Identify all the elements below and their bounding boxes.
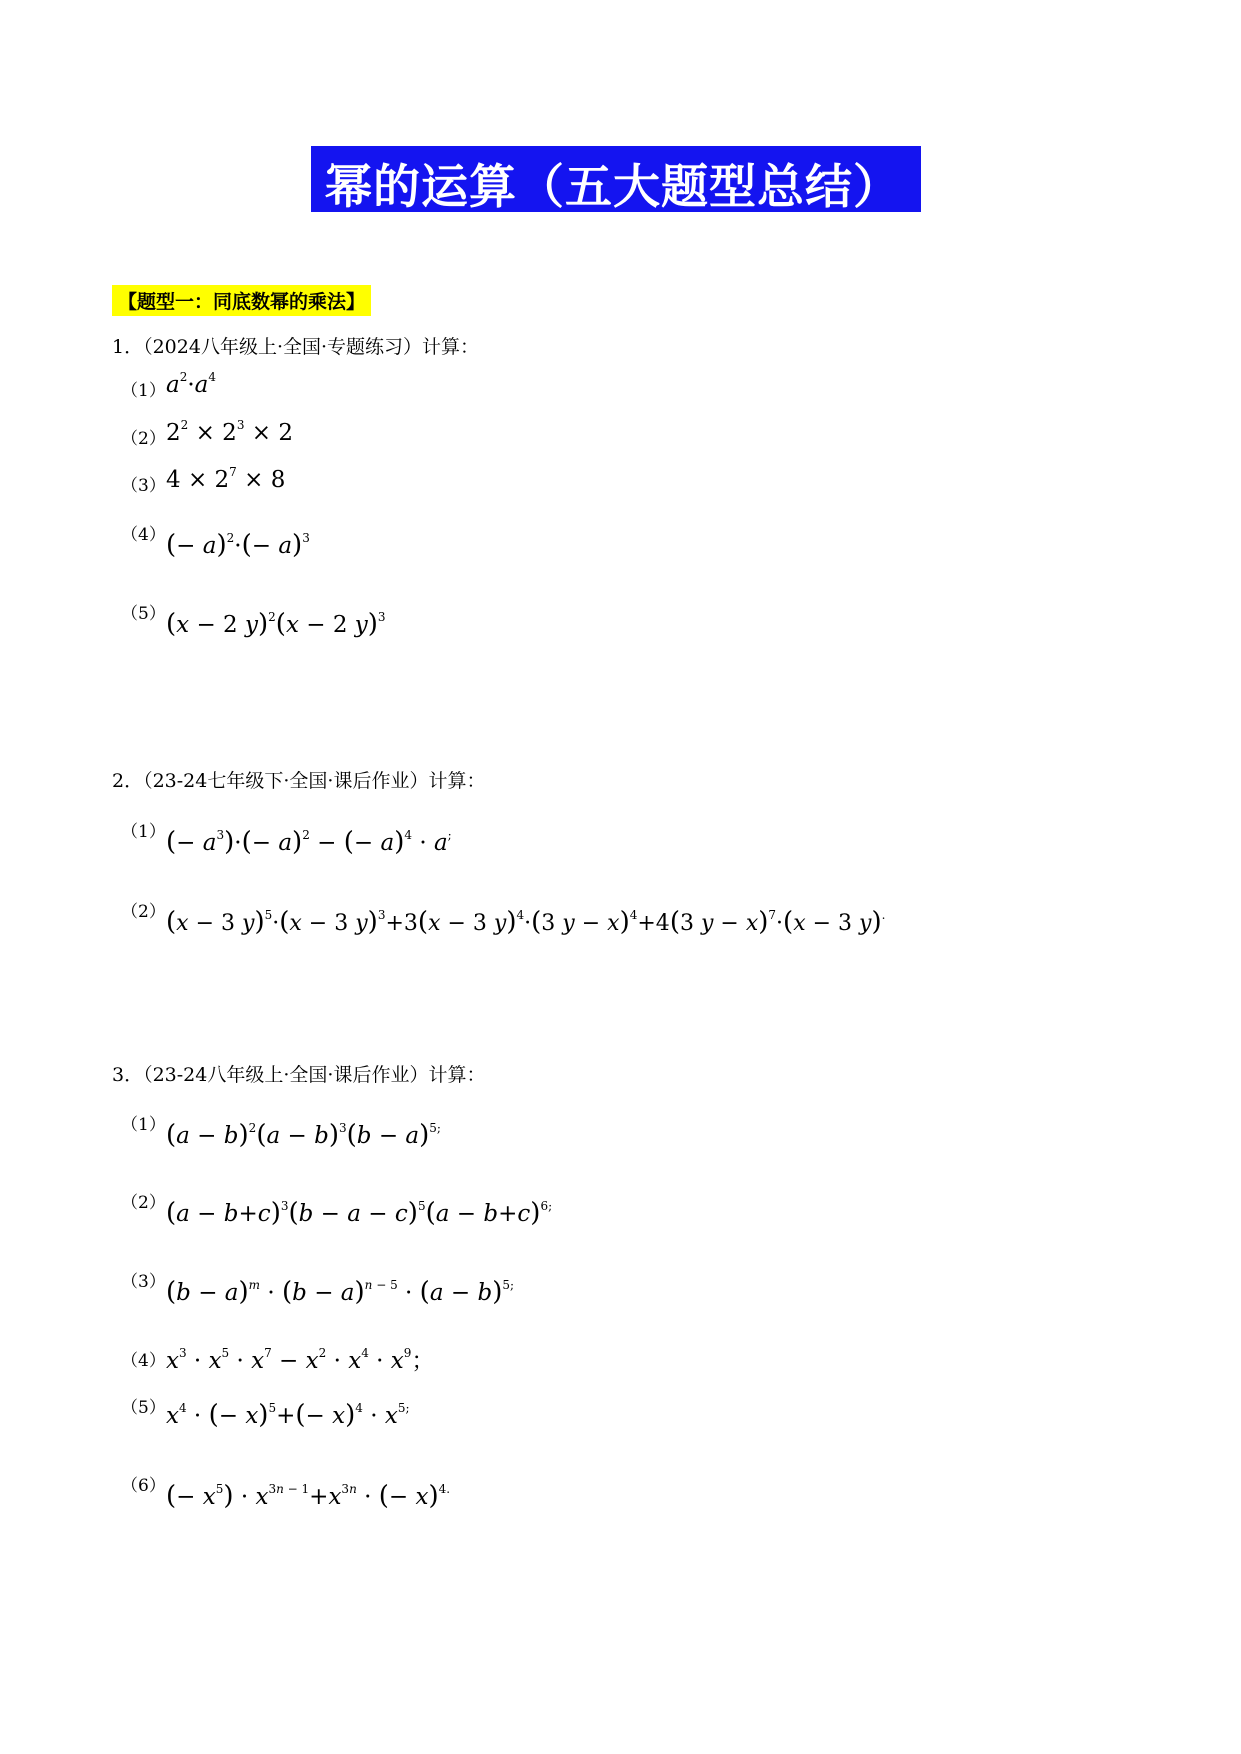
q3-label-4: （4） [121, 1351, 166, 1371]
q1-label-2: （2） [121, 429, 166, 449]
q2-label-1: （1） [121, 822, 166, 842]
q3-label-6: （6） [121, 1476, 166, 1496]
q3-label-5: （5） [121, 1398, 166, 1418]
question-2-head: 2．（23-24七年级下·全国·课后作业）计算： [112, 770, 486, 792]
q3-expr-5: $x^4$ · (− $x)^5+(- x)^4 \cdot x^{5;}$ [166, 1400, 410, 1430]
q1-expr-1: $a^2\cdot a^4$ [166, 370, 217, 398]
q1-expr-4: (− $a)^2\cdot(- a)^3$ [166, 530, 310, 560]
q1-label-5: （5） [121, 604, 166, 624]
q2-expr-1: (− $a^3)\cdot(- a)^2$ − (− a)$^4$ · a; [166, 827, 452, 857]
q3-expr-6: (− $x^5) \cdot x^{3n - 1}+x^{3n}$ · (− x)$^{4.}$ [166, 1481, 451, 1511]
q1-label-4: （4） [121, 525, 166, 545]
q2-expr-2: (x − 3 y)$^5$·(x − 3 y)$^3$+3(x − 3 y)$^4$·(3 y − x)$^4$+4(3 y − x)$^7$·(x − 3 y). [166, 907, 886, 937]
q1-expr-2: $2^2 \times 2^3 \times 2$ [166, 418, 293, 446]
question-1-head: 1．（2024八年级上·全国·专题练习）计算： [112, 336, 480, 358]
q3-expr-4: $x^3 \cdot x^5 \cdot x^7 - x^2 \cdot x^4 \cdot x^9$； [166, 1346, 435, 1374]
q1-expr-5: (x − 2 y)$^2$(x − 2 y)$^3$ [166, 609, 386, 639]
q3-label-3: （3） [121, 1272, 166, 1292]
q1-label-3: （3） [121, 476, 166, 496]
q1-expr-3: $4 \times 2^7 \times 8$ [166, 465, 286, 493]
q1-label-1: （1） [121, 381, 166, 401]
q3-label-1: （1） [121, 1115, 166, 1135]
q3-expr-2: $(a - b+c)^3(b - a - c)^5(a - b+c)^{6;}$ [166, 1198, 553, 1228]
question-3-head: 3．（23-24八年级上·全国·课后作业）计算： [112, 1064, 486, 1086]
q2-label-2: （2） [121, 902, 166, 922]
section-heading-1: 【题型一：同底数幂的乘法】 [112, 285, 371, 316]
page-title: 幂的运算（五大题型总结） [325, 160, 901, 215]
q3-label-2: （2） [121, 1193, 166, 1213]
q3-expr-1: $(a - b)^2(a - b)^3(b - a)^{5;}$ [166, 1120, 441, 1150]
q3-expr-3: $(b - a)^m \cdot (b - a)^{n - 5} \cdot (a - b)^{5;}$ [166, 1277, 515, 1307]
